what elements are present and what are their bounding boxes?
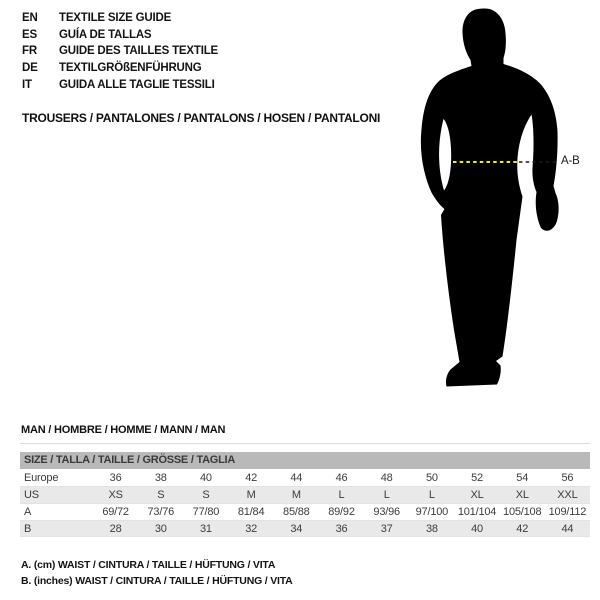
size-cell: 77/80	[192, 506, 220, 518]
size-cell: 97/100	[415, 506, 449, 518]
size-cell: 34	[290, 522, 303, 535]
size-cell: 50	[425, 471, 438, 484]
size-cell: 93/96	[373, 506, 400, 518]
size-cell: L	[428, 489, 435, 501]
size-cell: 38	[154, 471, 167, 484]
size-table	[20, 443, 590, 537]
language-label: GUIDA ALLE TAGLIE TESSILI	[59, 78, 215, 91]
size-cell: 81/84	[237, 506, 265, 518]
language-code: DE	[22, 62, 38, 75]
language-label: TEXTILGRÖßENFÜHRUNG	[59, 62, 202, 75]
table-row-a	[20, 503, 590, 520]
size-cell: 73/76	[147, 506, 175, 518]
size-cell: 40	[471, 522, 483, 535]
size-cell: XL	[515, 489, 529, 501]
size-cell: S	[157, 489, 165, 501]
size-cell: 28	[109, 522, 122, 535]
size-cell: 48	[380, 471, 393, 484]
size-cell: 52	[471, 471, 483, 484]
size-cell: 56	[561, 471, 574, 484]
size-cell: 85/88	[283, 506, 310, 518]
size-cell: 42	[245, 471, 258, 484]
language-code: ES	[22, 28, 37, 41]
size-cell: L	[383, 489, 390, 501]
section-title-man: MAN / HOMBRE / HOMME / MANN / MAN	[21, 424, 226, 436]
language-label: GUÍA DE TALLAS	[59, 28, 152, 41]
size-cell: 46	[335, 471, 348, 484]
table-row-us	[20, 486, 590, 503]
row-label: Europe	[24, 471, 59, 484]
size-cell: 30	[154, 522, 167, 535]
measurement-notes	[21, 557, 293, 589]
size-cell: 32	[245, 522, 258, 535]
table-top-divider	[20, 443, 590, 444]
size-cell: 40	[200, 471, 212, 484]
size-cell: L	[338, 489, 345, 501]
language-code: EN	[22, 12, 38, 25]
size-cell: 37	[380, 522, 393, 535]
size-cell: M	[246, 489, 256, 501]
garment-title: TROUSERS / PANTALONES / PANTALONS / HOSEN / PANTALONI	[22, 111, 381, 125]
note-waist-cm: A. (cm) WAIST / CINTURA / TAILLE / HÜFTUNG / VITA	[21, 559, 276, 571]
size-cell: XXL	[557, 489, 578, 501]
man-silhouette-icon	[421, 9, 559, 387]
size-table-header: SIZE / TALLA / TAILLE / GRÖSSE / TAGLIA	[20, 452, 590, 469]
size-cell: 44	[290, 471, 303, 484]
size-cell: 38	[425, 522, 438, 535]
note-waist-inches: B. (inches) WAIST / CINTURA / TAILLE / HÜFTUNG / VITA	[21, 575, 293, 588]
size-cell: 42	[516, 522, 529, 535]
size-cell: 54	[516, 471, 529, 484]
language-code: FR	[22, 45, 37, 58]
size-cell: 36	[109, 471, 122, 484]
row-label: A	[24, 506, 32, 518]
row-label: B	[24, 522, 32, 535]
size-cell: 101/104	[457, 506, 497, 518]
size-table-body	[20, 469, 590, 537]
row-label: US	[24, 489, 39, 501]
language-code: IT	[22, 78, 32, 91]
size-cell: 69/72	[102, 506, 129, 518]
waist-measure-label: A-B	[561, 155, 580, 167]
size-cell: M	[291, 489, 301, 501]
size-cell: 31	[200, 522, 212, 535]
size-cell: 89/92	[328, 506, 355, 518]
language-label: GUIDE DES TAILLES TEXTILE	[59, 45, 218, 58]
size-cell: S	[202, 489, 210, 501]
language-label: TEXTILE SIZE GUIDE	[59, 12, 172, 25]
size-cell: 105/108	[503, 506, 542, 518]
size-cell: 44	[561, 522, 574, 535]
table-row-europe	[20, 469, 590, 486]
size-cell: 109/112	[548, 506, 587, 518]
table-row-b	[20, 520, 590, 537]
size-cell: XS	[108, 489, 123, 501]
size-cell: 36	[335, 522, 348, 535]
size-cell: XL	[470, 489, 484, 501]
